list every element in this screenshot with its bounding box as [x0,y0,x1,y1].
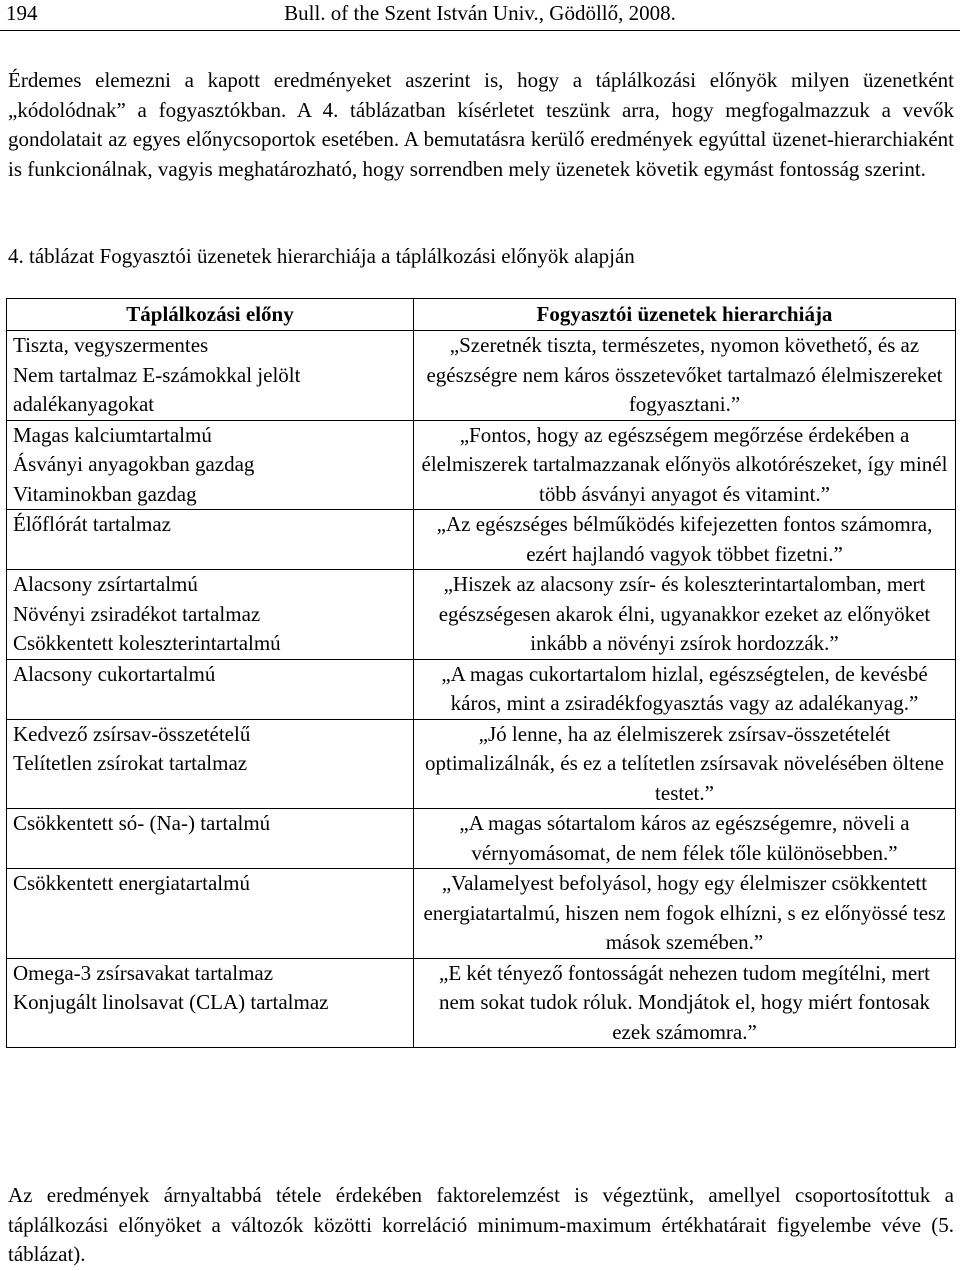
header-messages: Fogyasztói üzenetek hierarchiája [414,299,956,331]
consumer-message: „Fontos, hogy az egészségem megőrzése érdekében a élelmiszerek tartalmazzanak előnyös alkotórészeket, így minél több ásványi anyagot és vitamint.” [421,422,948,506]
message-cell [414,331,956,421]
benefit-item: Csökkentett só- (Na-) tartalmú [13,811,271,835]
benefit-item: Növényi zsiradékot tartalmaz [13,601,261,626]
table-header-row [7,299,956,331]
benefit-item: Csökkentett energiatartalmú [13,871,250,895]
consumer-message: „E két tényező fontosságát nehezen tudom megítélni, mert nem sokat tudok róluk. Mondjátok el, hogy miért fontosak ezek számomra.” [438,960,931,1044]
benefit-item: Telítetlen zsírokat tartalmaz [13,751,248,775]
table-row [7,869,956,959]
table-body [7,331,956,1048]
journal-title: Bull. of the Szent István Univ., Gödöllő, 2008. [284,1,676,25]
message-cell [414,719,956,809]
intro-paragraph: Érdemes elemezni a kapott eredményeket aszerint is, hogy a táplálkozási előnyök milyen üzenetként „kódolódnak” a fogyasztókban. A 4. táblázatban kísérletet teszünk arra, hogy megfogalmazzuk a vevők gondolatait az egyes előnycsoportok esetében. A bemutatásra kerülő eredmények egyúttal üzenet-hierarchiaként is funkcionálnak, vagyis meghatározható, hogy sorrendben mely üzenetek követik egymást fontosság szerint. [8,68,954,181]
table-row [7,331,956,421]
closing-paragraph: Az eredmények árnyaltabbá tétele érdekében faktorelemzést is végeztünk, amellyel csoportosítottuk a táplálkozási előnyöket a változók közötti korreláció minimum-maximum értékhatárait figyelembe véve (5. táblázat). [8,1183,954,1266]
benefit-item: Konjugált linolsavat (CLA) tartalmaz [13,990,329,1014]
messages-table [6,298,956,1048]
consumer-message: „Valamelyest befolyásol, hogy egy élelmiszer csökkentett energiatartalmú, hiszen nem fogok elhízni, s ez előnyössé tesz mások szemében.” [423,871,946,954]
consumer-message: „Hiszek az alacsony zsír- és koleszterintartalomban, mert egészségesen akarok élni, ugyanakkor ezeket az előnyöket inkább a növényi zsírok hordozzák.” [438,572,931,655]
message-cell [414,958,956,1048]
consumer-message: „A magas sótartalom káros az egészségemre, növeli a vérnyomásomat, de nem félek tőle különösebben.” [459,811,910,865]
message-cell [414,570,956,660]
benefit-cell [7,719,414,809]
table-row [7,719,956,809]
benefit-item: Ásványi anyagokban gazdag [13,452,255,476]
benefit-item: Magas kalciumtartalmú [13,422,212,447]
table-row [7,420,956,510]
consumer-message: „A magas cukortartalom hizlal, egészségtelen, de kevésbé káros, mint a zsiradékfogyasztás vagy az adalékanyag.” [441,661,928,715]
benefit-cell [7,570,414,660]
benefit-cell [7,659,414,719]
benefit-item: Omega-3 zsírsavakat tartalmaz [13,960,274,985]
benefit-cell [7,510,414,570]
benefit-item: Tiszta, vegyszermentes [13,333,209,357]
message-cell [414,659,956,719]
message-cell [414,869,956,959]
table-row [7,809,956,869]
table-row [7,570,956,660]
benefit-cell [7,331,414,421]
page-number: 194 [6,1,38,25]
benefit-item: Nem tartalmaz E-számokkal jelölt adalékanyagokat [13,362,301,416]
benefit-item: Csökkentett koleszterintartalmú [13,631,281,655]
page-header [0,0,960,31]
message-cell [414,420,956,510]
table-row [7,958,956,1048]
benefit-cell [7,869,414,959]
consumer-message: „Az egészséges bélműködés kifejezetten fontos számomra, ezért hajlandó vagyok többet fizetni.” [436,512,933,566]
consumer-message: „Szeretnék tiszta, természetes, nyomon követhető, és az egészségre nem káros összetevőket tartalmazó élelmiszereket fogyasztani.” [426,333,943,416]
table-caption: 4. táblázat Fogyasztói üzenetek hierarchiája a táplálkozási előnyök alapján [8,244,635,268]
benefit-item: Alacsony cukortartalmú [13,661,216,686]
table-row [7,510,956,570]
consumer-message: „Jó lenne, ha az élelmiszerek zsírsav-összetételét optimalizálnák, és ez a telítetlen zsírsavak növelésében öltene testet.” [425,721,944,805]
benefit-cell [7,420,414,510]
message-cell [414,809,956,869]
benefit-cell [7,958,414,1048]
message-cell [414,510,956,570]
benefit-cell [7,809,414,869]
benefit-item: Vitaminokban gazdag [13,481,197,506]
benefit-item: Kedvező zsírsav-összetételű [13,721,251,746]
benefit-item: Alacsony zsírtartalmú [13,572,198,596]
benefit-item: Élőflórát tartalmaz [13,512,172,536]
header-benefit: Táplálkozási előny [7,299,414,331]
table-row [7,659,956,719]
